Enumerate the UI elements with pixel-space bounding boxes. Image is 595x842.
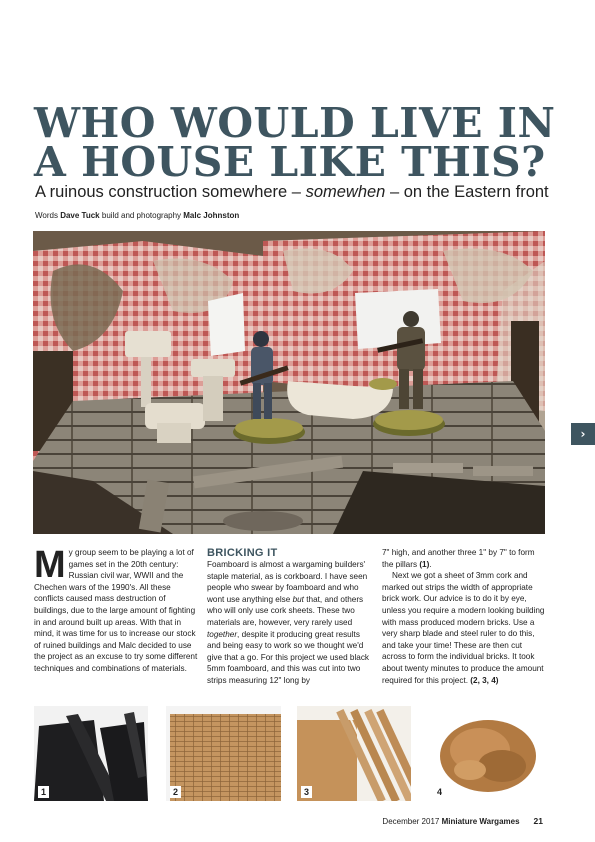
footer-issue: December 2017: [382, 817, 442, 826]
cork-bricks-pile-image: [430, 706, 545, 801]
article-column-2: [207, 547, 374, 687]
paragraph-text: 7" high, and another three 1" by 7" to form the pillars: [382, 548, 535, 569]
page-footer: [382, 816, 543, 826]
continued-paragraph: [382, 547, 548, 570]
photo-number: 2: [170, 786, 181, 798]
paragraph-text: .: [429, 559, 432, 569]
hero-photo: [33, 231, 545, 534]
subtitle-text: A ruinous construction somewhere –: [35, 183, 306, 201]
intro-text: y group seem to be playing a lot of games set in the 20th century: Russian civil war, WWII and the Chechen wars of the 1990's. All these conflicts caused mass destruction of buildings, due to the large amount of fighting in and around built up areas. With that in mind, it was time for us to increase our stock of ruined buildings and Malc decided to use the project as an excuse to try some different techniques and combinations of materials.: [34, 548, 198, 673]
section-heading: BRICKING IT: [207, 547, 278, 559]
paragraph-text: that, and others who will only use cork sheets. These two materials are, however, very rarely used: [207, 594, 364, 627]
photo-2: [166, 706, 281, 801]
cork-strips-image: [297, 706, 411, 801]
paragraph-text: Next we got a sheet of 3mm cork and marked out strips the width of appropriate brick work. Our advice is to do it by eye, unless you require a modern looking building with mass produced modern bricks. Use a very sharp blade and steel ruler to do this, and take your time! These are then cut across to form the individual bricks. It took about twenty minutes to produce the amount required for this project.: [382, 571, 545, 685]
paragraph-text: , despite it producing great results and being easy to work so we thought we'd give that a go. For this project we used black 5mm foamboard, and this was cut into two strips measuring 12" long by: [207, 629, 370, 685]
photo-number: 3: [301, 786, 312, 798]
section-paragraph: [207, 559, 374, 687]
title-line-2: A HOUSE LIKE THIS?: [34, 138, 546, 186]
subtitle-emphasis: somewhen: [305, 183, 386, 201]
subtitle-text-end: – on the Eastern front: [385, 183, 549, 201]
photo-number: 4: [434, 786, 445, 798]
paragraph: [382, 570, 548, 686]
intro-paragraph: [34, 544, 201, 675]
paragraph-emphasis: but: [292, 594, 304, 604]
article-subtitle: [35, 183, 549, 202]
article-title: [34, 99, 574, 186]
byline-photographer: Malc Johnston: [183, 211, 240, 220]
byline-build-label: build and photography: [99, 211, 184, 220]
next-page-tab[interactable]: [571, 423, 595, 445]
photo-4: [430, 706, 545, 801]
byline-author: Dave Tuck: [60, 211, 100, 220]
chevron-right-icon: ›: [580, 427, 586, 441]
figure-reference: (2, 3, 4): [470, 675, 499, 685]
paragraph-emphasis: together: [207, 629, 238, 639]
hero-photo-illustration: [33, 231, 545, 534]
photo-number: 1: [38, 786, 49, 798]
article-column-3: [382, 547, 548, 686]
byline: [35, 211, 239, 220]
figure-reference: (1): [419, 559, 430, 569]
paragraph-text: Foamboard is almost a wargaming builders' staple material, as is corkboard. I have seen people who swear by foamboard and who wont use anything else: [207, 560, 368, 604]
footer-magazine: Miniature Wargames: [441, 817, 520, 826]
photo-1: [34, 706, 148, 801]
cork-sheet-image: [166, 706, 281, 801]
page-number: 21: [533, 816, 543, 826]
article-column-1: [34, 544, 201, 675]
byline-words-label: Words: [35, 211, 61, 220]
foamboard-strips-image: [34, 706, 148, 801]
title-line-1: WHO WOULD LIVE IN: [34, 99, 556, 147]
drop-cap: M: [34, 544, 66, 586]
photo-3: [297, 706, 411, 801]
